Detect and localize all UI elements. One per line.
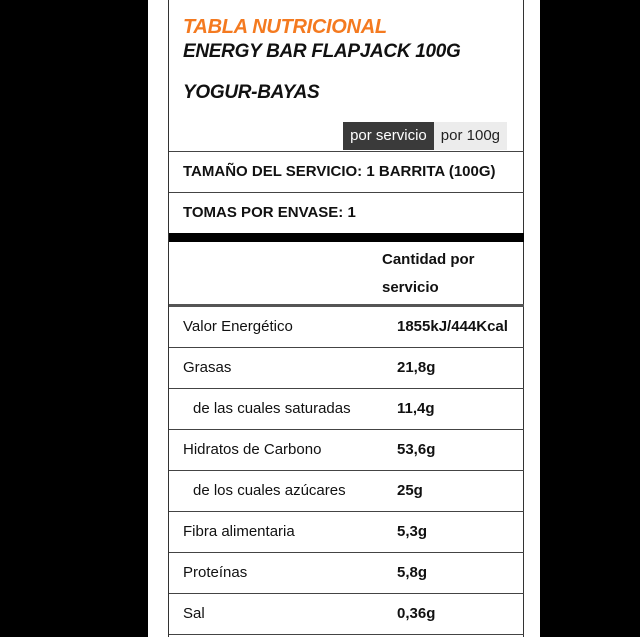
per-serving-button[interactable]: por servicio <box>343 122 434 150</box>
table-row <box>169 512 524 553</box>
nutrient-label: Proteínas <box>183 564 248 581</box>
nutrient-value: 53,6g <box>397 441 436 458</box>
nutrient-value: 0,36g <box>397 605 436 622</box>
nutrient-value: 25g <box>397 482 423 499</box>
table-row <box>169 389 524 430</box>
table-row <box>169 348 524 389</box>
nutrient-value: 1855kJ/444Kcal <box>397 318 508 335</box>
table-row <box>169 594 524 635</box>
nutrition-title: TABLA NUTRICIONAL <box>183 16 387 38</box>
product-name: ENERGY BAR FLAPJACK 100G <box>183 41 461 62</box>
table-row <box>169 430 524 471</box>
table-row <box>169 553 524 594</box>
nutrient-value: 5,3g <box>397 523 428 540</box>
table-header-row <box>169 242 524 304</box>
nutrition-card <box>168 0 524 637</box>
nutrient-label: Sal <box>183 605 205 622</box>
amount-per-serving-header: Cantidad por servicio <box>382 251 475 296</box>
serving-size-row: TAMAÑO DEL SERVICIO: 1 BARRITA (100G) <box>169 151 524 192</box>
servings-per-pack-row: TOMAS POR ENVASE: 1 <box>169 192 524 233</box>
thick-divider <box>169 233 524 242</box>
product-flavor: YOGUR-BAYAS <box>183 82 320 103</box>
per-100g-button[interactable]: por 100g <box>434 122 507 150</box>
nutrient-label: Hidratos de Carbono <box>183 441 322 458</box>
nutrient-value: 5,8g <box>397 564 428 581</box>
table-row <box>169 307 524 348</box>
nutrient-value: 11,4g <box>397 400 435 417</box>
unit-toggle <box>343 122 507 150</box>
nutrient-label: Valor Energético <box>183 318 293 335</box>
nutrient-label: de los cuales azúcares <box>193 482 346 499</box>
table-row <box>169 471 524 512</box>
nutrient-label: Fibra alimentaria <box>183 523 295 540</box>
nutrient-value: 21,8g <box>397 359 436 376</box>
page-background <box>148 0 540 637</box>
nutrient-label: de las cuales saturadas <box>193 400 351 417</box>
nutrient-label: Grasas <box>183 359 232 376</box>
